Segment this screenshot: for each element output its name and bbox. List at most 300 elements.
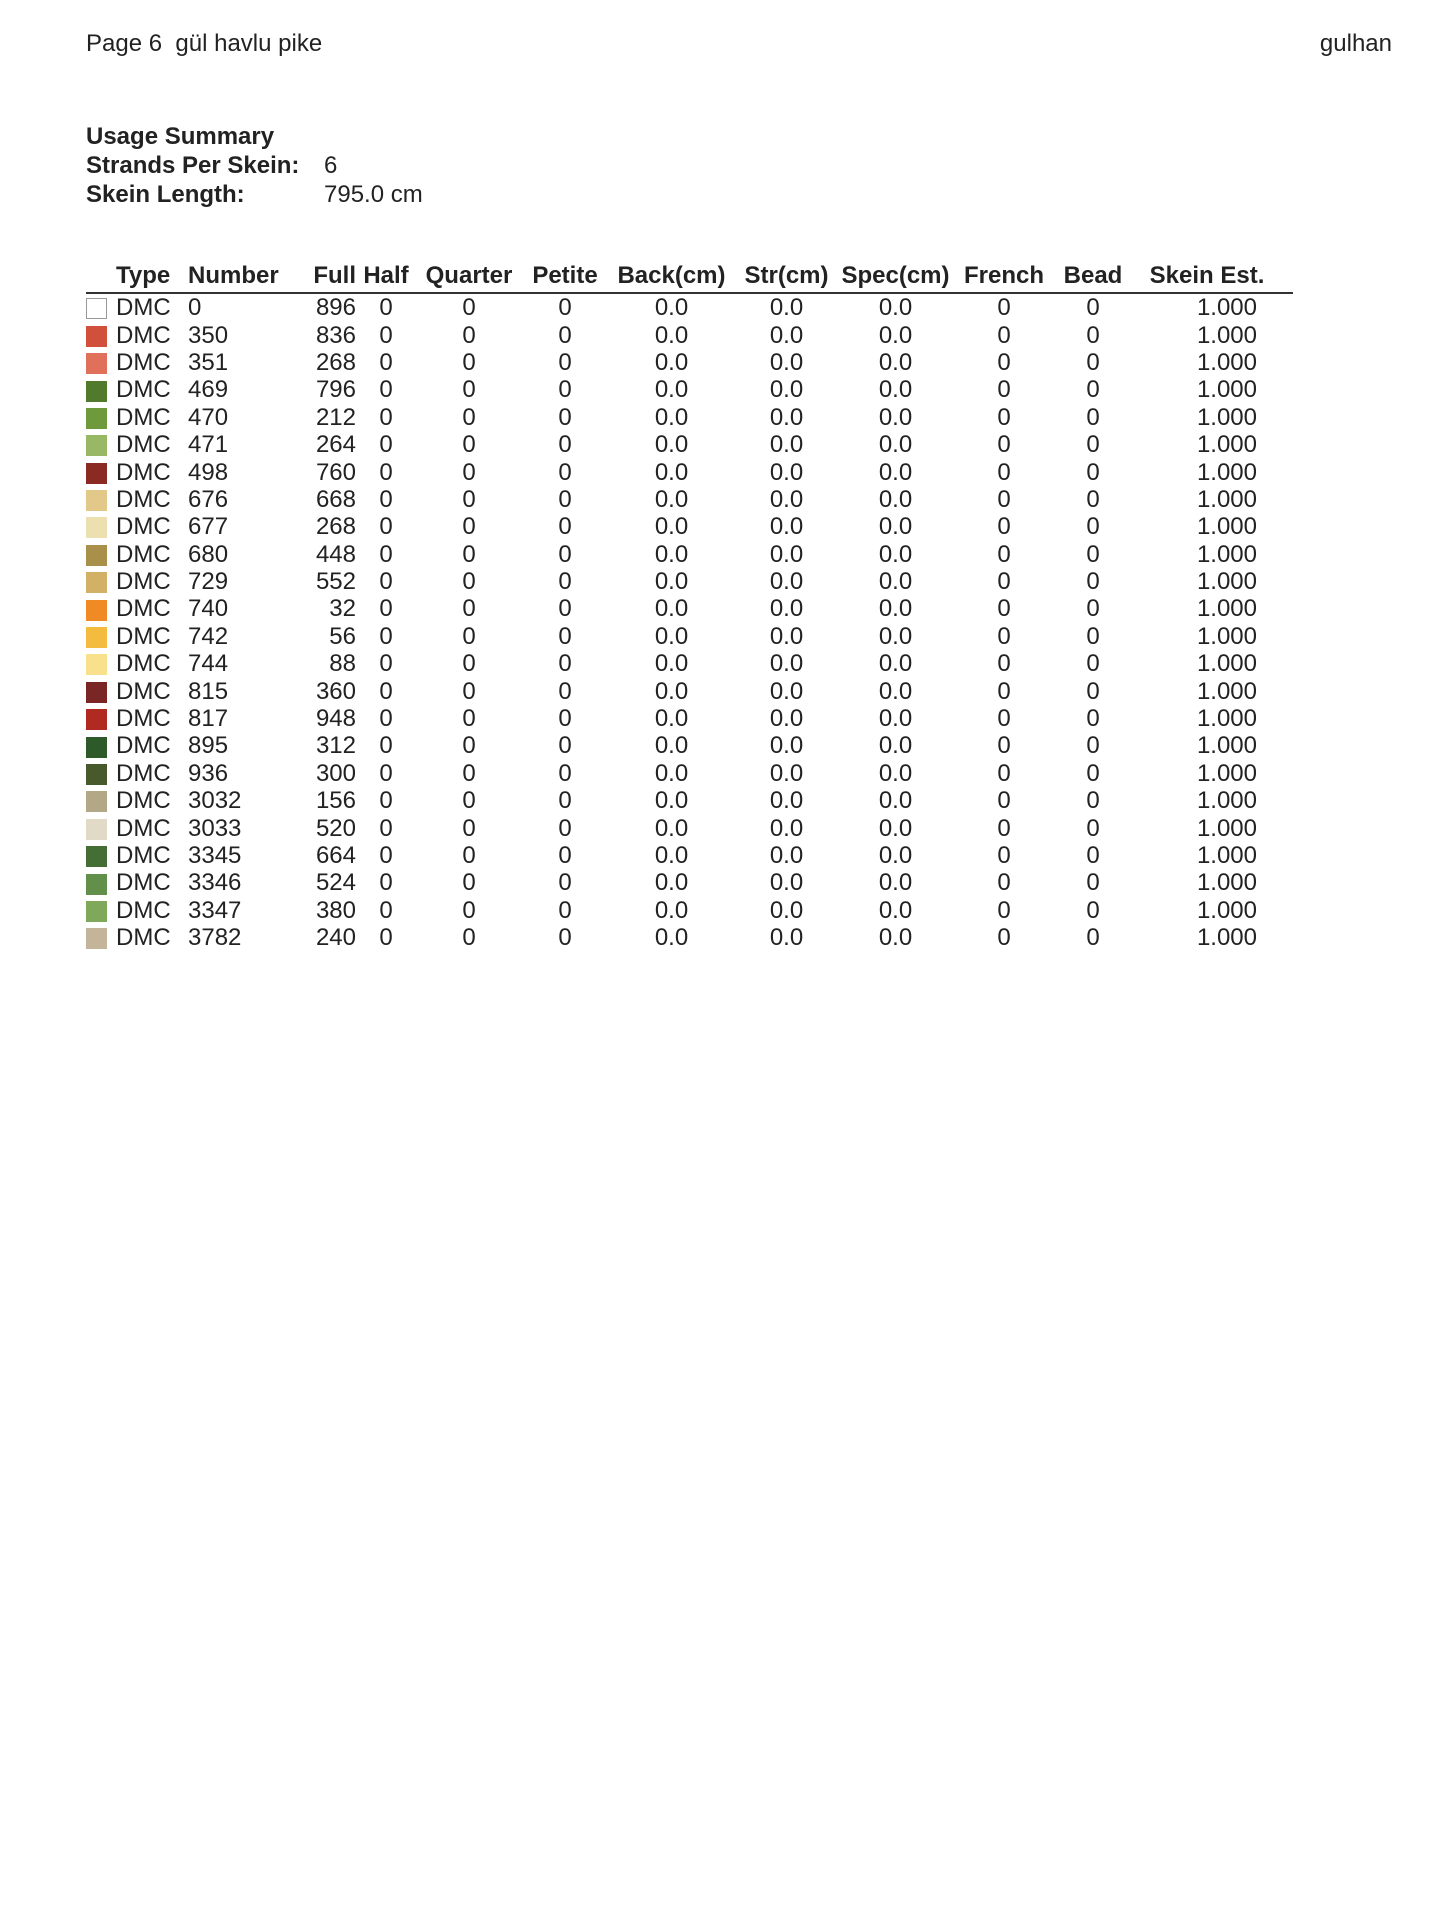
cell-spec: 0.0 <box>878 896 913 924</box>
cell-quarter: 0 <box>462 622 476 650</box>
cell-skein-est: 1.000 <box>1196 458 1257 486</box>
header-type: Type <box>116 262 188 293</box>
cell-type: DMC <box>116 787 171 815</box>
cell-back: 0.0 <box>654 732 689 760</box>
cell-petite: 0 <box>558 869 572 897</box>
cell-type: DMC <box>116 622 171 650</box>
cell-str: 0.0 <box>769 814 804 842</box>
header-french: French <box>953 262 1055 293</box>
cell-skein-est: 1.000 <box>1196 677 1257 705</box>
cell-french: 0 <box>997 622 1011 650</box>
cell-full: 268 <box>315 348 356 376</box>
color-swatch-icon <box>86 737 107 758</box>
cell-swatch <box>86 541 116 568</box>
cell-bead: 0 <box>1086 842 1100 869</box>
cell-bead: 0 <box>1086 896 1100 924</box>
cell-spec: 0.0 <box>878 787 913 815</box>
cell-number: 936 <box>188 759 229 787</box>
cell-french: 0 <box>997 896 1011 924</box>
cell-quarter: 0 <box>462 814 476 842</box>
cell-number: 470 <box>188 403 229 431</box>
cell-back: 0.0 <box>654 294 689 322</box>
cell-quarter: 0 <box>462 431 476 459</box>
header-full: Full <box>300 262 356 293</box>
cell-quarter: 0 <box>462 787 476 815</box>
cell-str: 0.0 <box>769 513 804 541</box>
cell-type: DMC <box>116 924 171 952</box>
cell-back: 0.0 <box>654 622 689 650</box>
cell-back: 0.0 <box>654 677 689 705</box>
cell-spec: 0.0 <box>878 732 913 760</box>
cell-str: 0.0 <box>769 485 804 513</box>
cell-number: 742 <box>188 622 229 650</box>
cell-swatch <box>86 842 116 869</box>
cell-number: 677 <box>188 513 229 541</box>
cell-half: 0 <box>379 376 393 404</box>
cell-half: 0 <box>379 896 393 924</box>
header-quarter: Quarter <box>416 262 522 293</box>
cell-petite: 0 <box>558 814 572 842</box>
cell-petite: 0 <box>558 431 572 459</box>
cell-type: DMC <box>116 540 171 568</box>
cell-bead: 0 <box>1086 540 1100 568</box>
cell-quarter: 0 <box>462 485 476 513</box>
cell-petite: 0 <box>558 787 572 815</box>
color-swatch-icon <box>86 846 107 867</box>
cell-petite: 0 <box>558 650 572 678</box>
cell-skein-est: 1.000 <box>1196 376 1257 404</box>
cell-spec: 0.0 <box>878 622 913 650</box>
cell-bead: 0 <box>1086 568 1100 596</box>
cell-half: 0 <box>379 485 393 513</box>
cell-back: 0.0 <box>654 513 689 541</box>
cell-spec: 0.0 <box>878 677 913 705</box>
cell-half: 0 <box>379 540 393 568</box>
cell-str: 0.0 <box>769 540 804 568</box>
cell-number: 3032 <box>188 787 242 815</box>
cell-bead: 0 <box>1086 485 1100 513</box>
cell-french: 0 <box>997 376 1011 404</box>
header-str: Str(cm) <box>735 262 838 293</box>
cell-str: 0.0 <box>769 650 804 678</box>
table-row <box>86 705 1293 732</box>
page-header-author: gulhan <box>1319 30 1392 57</box>
cell-spec: 0.0 <box>878 485 913 513</box>
cell-number: 740 <box>188 595 229 623</box>
color-swatch-icon <box>86 545 107 566</box>
header-spec: Spec(cm) <box>838 262 953 293</box>
cell-swatch <box>86 349 116 376</box>
cell-full: 312 <box>315 732 356 760</box>
cell-swatch <box>86 431 116 458</box>
cell-skein-est: 1.000 <box>1196 485 1257 513</box>
cell-half: 0 <box>379 403 393 431</box>
cell-type: DMC <box>116 294 171 322</box>
cell-str: 0.0 <box>769 787 804 815</box>
cell-half: 0 <box>379 595 393 623</box>
cell-half: 0 <box>379 842 393 869</box>
cell-petite: 0 <box>558 568 572 596</box>
cell-swatch <box>86 732 116 759</box>
cell-spec: 0.0 <box>878 842 913 869</box>
cell-back: 0.0 <box>654 321 689 349</box>
cell-half: 0 <box>379 705 393 733</box>
cell-str: 0.0 <box>769 677 804 705</box>
cell-type: DMC <box>116 705 171 733</box>
color-swatch-icon <box>86 435 107 456</box>
skein-length-row <box>86 180 423 209</box>
cell-bead: 0 <box>1086 759 1100 787</box>
usage-table <box>86 262 1293 951</box>
cell-full: 948 <box>315 705 356 733</box>
cell-quarter: 0 <box>462 869 476 897</box>
cell-back: 0.0 <box>654 348 689 376</box>
table-row <box>86 677 1293 704</box>
header-back: Back(cm) <box>608 262 735 293</box>
cell-number: 469 <box>188 376 229 404</box>
cell-half: 0 <box>379 294 393 322</box>
color-swatch-icon <box>86 627 107 648</box>
cell-skein-est: 1.000 <box>1196 321 1257 349</box>
cell-quarter: 0 <box>462 513 476 541</box>
cell-number: 817 <box>188 705 229 733</box>
cell-half: 0 <box>379 869 393 897</box>
cell-type: DMC <box>116 376 171 404</box>
skein-length-value: 795.0 cm <box>324 181 423 208</box>
cell-swatch <box>86 760 116 787</box>
cell-swatch <box>86 513 116 540</box>
cell-str: 0.0 <box>769 458 804 486</box>
cell-quarter: 0 <box>462 896 476 924</box>
cell-full: 896 <box>315 294 356 322</box>
cell-type: DMC <box>116 759 171 787</box>
table-row <box>86 486 1293 513</box>
cell-str: 0.0 <box>769 759 804 787</box>
cell-number: 744 <box>188 650 229 678</box>
cell-swatch <box>86 705 116 732</box>
cell-full: 796 <box>315 376 356 404</box>
cell-half: 0 <box>379 568 393 596</box>
cell-number: 3033 <box>188 814 242 842</box>
cell-french: 0 <box>997 842 1011 869</box>
cell-bead: 0 <box>1086 677 1100 705</box>
cell-swatch <box>86 293 116 321</box>
cell-half: 0 <box>379 513 393 541</box>
cell-spec: 0.0 <box>878 924 913 952</box>
cell-quarter: 0 <box>462 705 476 733</box>
cell-str: 0.0 <box>769 376 804 404</box>
strands-per-skein-label: Strands Per Skein: <box>86 152 300 179</box>
cell-bead: 0 <box>1086 732 1100 760</box>
cell-half: 0 <box>379 458 393 486</box>
cell-skein-est: 1.000 <box>1196 431 1257 459</box>
table-row <box>86 623 1293 650</box>
page-header-title: Page 6 gül havlu pike <box>86 30 323 57</box>
cell-french: 0 <box>997 294 1011 322</box>
cell-full: 300 <box>315 759 356 787</box>
cell-petite: 0 <box>558 759 572 787</box>
table-row <box>86 650 1293 677</box>
table-row <box>86 376 1293 403</box>
table-row <box>86 431 1293 458</box>
cell-full: 524 <box>315 869 356 897</box>
color-swatch-icon <box>86 326 107 347</box>
cell-french: 0 <box>997 924 1011 952</box>
cell-type: DMC <box>116 842 171 869</box>
cell-full: 268 <box>315 513 356 541</box>
table-row <box>86 869 1293 896</box>
cell-bead: 0 <box>1086 431 1100 459</box>
cell-str: 0.0 <box>769 924 804 952</box>
table-row <box>86 760 1293 787</box>
table-row <box>86 568 1293 595</box>
cell-half: 0 <box>379 321 393 349</box>
cell-str: 0.0 <box>769 348 804 376</box>
table-row <box>86 349 1293 376</box>
cell-type: DMC <box>116 677 171 705</box>
cell-quarter: 0 <box>462 321 476 349</box>
usage-summary <box>86 122 423 209</box>
color-swatch-icon <box>86 709 107 730</box>
cell-spec: 0.0 <box>878 431 913 459</box>
cell-full: 240 <box>315 924 356 952</box>
cell-swatch <box>86 677 116 704</box>
strands-per-skein-value: 6 <box>324 152 338 179</box>
cell-french: 0 <box>997 540 1011 568</box>
cell-number: 471 <box>188 431 229 459</box>
cell-half: 0 <box>379 787 393 815</box>
cell-number: 0 <box>188 294 202 322</box>
cell-swatch <box>86 814 116 841</box>
cell-full: 552 <box>315 568 356 596</box>
cell-bead: 0 <box>1086 595 1100 623</box>
cell-quarter: 0 <box>462 403 476 431</box>
cell-bead: 0 <box>1086 376 1100 404</box>
cell-number: 895 <box>188 732 229 760</box>
cell-quarter: 0 <box>462 595 476 623</box>
color-swatch-icon <box>86 682 107 703</box>
cell-quarter: 0 <box>462 294 476 322</box>
cell-quarter: 0 <box>462 759 476 787</box>
color-swatch-icon <box>86 298 107 319</box>
cell-swatch <box>86 623 116 650</box>
color-swatch-icon <box>86 463 107 484</box>
cell-back: 0.0 <box>654 431 689 459</box>
cell-type: DMC <box>116 321 171 349</box>
cell-number: 3345 <box>188 842 242 869</box>
color-swatch-icon <box>86 874 107 895</box>
usage-summary-heading: Usage Summary <box>86 123 275 150</box>
cell-quarter: 0 <box>462 677 476 705</box>
cell-french: 0 <box>997 321 1011 349</box>
cell-full: 56 <box>329 622 356 650</box>
cell-swatch <box>86 650 116 677</box>
color-swatch-icon <box>86 764 107 785</box>
cell-type: DMC <box>116 348 171 376</box>
usage-table-header-row <box>86 262 1293 293</box>
color-swatch-icon <box>86 901 107 922</box>
cell-petite: 0 <box>558 896 572 924</box>
cell-number: 3346 <box>188 869 242 897</box>
cell-half: 0 <box>379 431 393 459</box>
cell-full: 264 <box>315 431 356 459</box>
cell-number: 498 <box>188 458 229 486</box>
cell-bead: 0 <box>1086 787 1100 815</box>
cell-number: 815 <box>188 677 229 705</box>
cell-str: 0.0 <box>769 568 804 596</box>
cell-str: 0.0 <box>769 431 804 459</box>
color-swatch-icon <box>86 928 107 949</box>
cell-spec: 0.0 <box>878 294 913 322</box>
cell-back: 0.0 <box>654 705 689 733</box>
cell-quarter: 0 <box>462 348 476 376</box>
cell-french: 0 <box>997 568 1011 596</box>
cell-type: DMC <box>116 814 171 842</box>
cell-str: 0.0 <box>769 732 804 760</box>
cell-back: 0.0 <box>654 568 689 596</box>
table-row <box>86 513 1293 540</box>
cell-swatch <box>86 321 116 348</box>
cell-str: 0.0 <box>769 321 804 349</box>
cell-swatch <box>86 869 116 896</box>
table-row <box>86 541 1293 568</box>
cell-type: DMC <box>116 595 171 623</box>
cell-spec: 0.0 <box>878 348 913 376</box>
cell-type: DMC <box>116 896 171 924</box>
table-row <box>86 595 1293 622</box>
cell-half: 0 <box>379 622 393 650</box>
cell-quarter: 0 <box>462 458 476 486</box>
table-row <box>86 842 1293 869</box>
cell-petite: 0 <box>558 403 572 431</box>
cell-number: 3782 <box>188 924 242 952</box>
cell-type: DMC <box>116 485 171 513</box>
table-row <box>86 732 1293 759</box>
cell-quarter: 0 <box>462 732 476 760</box>
color-swatch-icon <box>86 381 107 402</box>
cell-full: 664 <box>315 842 356 869</box>
cell-bead: 0 <box>1086 650 1100 678</box>
cell-swatch <box>86 458 116 485</box>
header-skein-est: Skein Est. <box>1131 262 1293 293</box>
table-row <box>86 404 1293 431</box>
cell-swatch <box>86 595 116 622</box>
cell-petite: 0 <box>558 732 572 760</box>
cell-skein-est: 1.000 <box>1196 540 1257 568</box>
cell-full: 212 <box>315 403 356 431</box>
cell-spec: 0.0 <box>878 568 913 596</box>
cell-full: 360 <box>315 677 356 705</box>
cell-type: DMC <box>116 869 171 897</box>
cell-str: 0.0 <box>769 869 804 897</box>
table-row <box>86 458 1293 485</box>
cell-quarter: 0 <box>462 650 476 678</box>
cell-bead: 0 <box>1086 622 1100 650</box>
cell-skein-est: 1.000 <box>1196 842 1257 869</box>
cell-str: 0.0 <box>769 595 804 623</box>
cell-half: 0 <box>379 650 393 678</box>
cell-back: 0.0 <box>654 376 689 404</box>
cell-skein-est: 1.000 <box>1196 814 1257 842</box>
cell-swatch <box>86 376 116 403</box>
header-half: Half <box>356 262 416 293</box>
table-row <box>86 321 1293 348</box>
cell-french: 0 <box>997 759 1011 787</box>
cell-quarter: 0 <box>462 568 476 596</box>
cell-back: 0.0 <box>654 869 689 897</box>
cell-spec: 0.0 <box>878 705 913 733</box>
cell-type: DMC <box>116 513 171 541</box>
cell-french: 0 <box>997 869 1011 897</box>
cell-spec: 0.0 <box>878 650 913 678</box>
cell-quarter: 0 <box>462 540 476 568</box>
cell-half: 0 <box>379 814 393 842</box>
cell-french: 0 <box>997 485 1011 513</box>
strands-per-skein-row <box>86 151 423 180</box>
header-petite: Petite <box>522 262 608 293</box>
cell-full: 32 <box>329 595 356 623</box>
cell-str: 0.0 <box>769 896 804 924</box>
cell-type: DMC <box>116 568 171 596</box>
cell-skein-est: 1.000 <box>1196 403 1257 431</box>
cell-skein-est: 1.000 <box>1196 595 1257 623</box>
color-swatch-icon <box>86 600 107 621</box>
cell-french: 0 <box>997 787 1011 815</box>
cell-back: 0.0 <box>654 896 689 924</box>
header-number: Number <box>188 262 300 293</box>
cell-str: 0.0 <box>769 842 804 869</box>
cell-back: 0.0 <box>654 814 689 842</box>
cell-petite: 0 <box>558 376 572 404</box>
color-swatch-icon <box>86 819 107 840</box>
color-swatch-icon <box>86 490 107 511</box>
cell-spec: 0.0 <box>878 376 913 404</box>
cell-french: 0 <box>997 403 1011 431</box>
cell-french: 0 <box>997 814 1011 842</box>
color-swatch-icon <box>86 517 107 538</box>
cell-back: 0.0 <box>654 924 689 952</box>
cell-petite: 0 <box>558 513 572 541</box>
cell-swatch <box>86 568 116 595</box>
cell-petite: 0 <box>558 348 572 376</box>
cell-spec: 0.0 <box>878 513 913 541</box>
cell-skein-est: 1.000 <box>1196 650 1257 678</box>
cell-bead: 0 <box>1086 869 1100 897</box>
cell-french: 0 <box>997 348 1011 376</box>
cell-full: 520 <box>315 814 356 842</box>
cell-bead: 0 <box>1086 403 1100 431</box>
cell-quarter: 0 <box>462 842 476 869</box>
cell-type: DMC <box>116 403 171 431</box>
cell-str: 0.0 <box>769 622 804 650</box>
cell-petite: 0 <box>558 924 572 952</box>
color-swatch-icon <box>86 791 107 812</box>
cell-spec: 0.0 <box>878 321 913 349</box>
cell-back: 0.0 <box>654 403 689 431</box>
cell-str: 0.0 <box>769 705 804 733</box>
cell-quarter: 0 <box>462 924 476 952</box>
cell-full: 88 <box>329 650 356 678</box>
cell-half: 0 <box>379 348 393 376</box>
cell-skein-est: 1.000 <box>1196 787 1257 815</box>
cell-back: 0.0 <box>654 759 689 787</box>
cell-french: 0 <box>997 431 1011 459</box>
cell-french: 0 <box>997 513 1011 541</box>
cell-petite: 0 <box>558 705 572 733</box>
cell-number: 680 <box>188 540 229 568</box>
cell-swatch <box>86 924 116 951</box>
cell-petite: 0 <box>558 321 572 349</box>
